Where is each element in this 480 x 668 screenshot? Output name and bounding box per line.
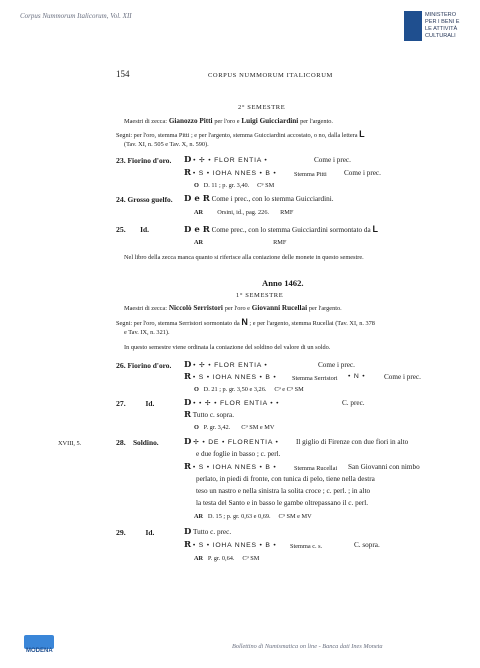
reverse-line: R • S • IOHA NNES • B •	[184, 372, 277, 382]
obverse-line: D • • ✢ • FLOR ENTIA • •	[184, 398, 280, 408]
logo-line: CULTURALI	[425, 33, 456, 39]
coin-entry-24: 24. Grosso guelfo.	[116, 195, 173, 204]
reverse-line: R • S • IOHA NNES • B •	[184, 462, 277, 472]
reverse-line: R Tutto c. sopra.	[184, 410, 235, 420]
reference-line: O D. 11 ; p. gr. 3,40. C⁹ SM	[194, 182, 275, 189]
modena-logo-icon	[24, 635, 54, 649]
reference-line: AR D. 15 ; p. gr. 0,63 e 0,69. C⁹ SM e MV	[194, 513, 312, 520]
mint-mark: • N •	[348, 373, 366, 380]
obverse-note: C. prec.	[342, 399, 365, 407]
obverse-line: D ✢ • DE • FLORENTIA •	[184, 437, 279, 447]
masters-line: Maestri di zecca: Gianozzo Pitti per l'oro e Luigi Guicciardini per l'argento.	[124, 117, 333, 125]
obverse-text: Il giglio di Firenze con due fiori in alto	[296, 438, 409, 446]
section-note: Nel libro della zecca manca quanto si riferisce alla coniazione delle monete in questo semestre.	[124, 254, 364, 261]
plate-reference: XVIII, 5.	[58, 440, 82, 447]
running-title: CORPUS NUMMORUM ITALICORUM	[208, 72, 333, 79]
reverse-line: R • S • IOHA NNES • B •	[184, 540, 277, 550]
year-heading: Anno 1462.	[262, 278, 304, 288]
ministry-emblem-icon	[404, 11, 422, 41]
reference-line: O P. gr. 3,42. C⁹ SM e MV	[194, 424, 275, 431]
reverse-line: R • S • IOHA NNES • B •	[184, 168, 277, 178]
coin-entry-26: 26. Fiorino d'oro.	[116, 361, 172, 370]
reverse-note: Come i prec.	[344, 169, 381, 177]
obverse-note: Come i prec.	[318, 361, 355, 369]
stemma-label: Stemma Pitti	[294, 171, 327, 178]
obverse-note: Come i prec.	[314, 156, 351, 164]
stemma-label: Stemma Serristori	[292, 375, 338, 382]
reverse-note: C. sopra.	[354, 541, 380, 549]
entry-text: D e R Come prec., con lo stemma Guicciardini sormontato da L	[184, 224, 378, 235]
segni-line-2: e Tav. IX, n. 321).	[124, 329, 170, 336]
semester-heading: 2° SEMESTRE	[238, 104, 286, 111]
reference-line: AR Orsini, id., pag. 226. RMF	[194, 209, 294, 216]
logo-line: PER I BENI E	[425, 19, 460, 25]
segni-line: Segni: per l'oro, stemma Serristori sormontato da N ; e per l'argento, stemma Rucellai (Tav. XI, n. 378	[116, 317, 375, 327]
obverse-line: D Tutto c. prec.	[184, 527, 232, 537]
entry-text: D e R Come i prec., con lo stemma Guicciardini.	[184, 194, 334, 204]
obverse-line: D • ✢ • FLOR ENTIA •	[184, 360, 268, 370]
reference-line: AR P. gr. 0,64. C⁹ SM	[194, 555, 260, 562]
coin-entry-28: 28. Soldino.	[116, 438, 159, 447]
obverse-line: D • ✢ • FLOR ENTIA •	[184, 155, 268, 165]
segni-line: Segni: per l'oro, stemma Pitti ; e per l'argento, stemma Guicciardini accostato, o no, dalla lettera L	[116, 129, 365, 139]
reverse-text: teso un nastro e nella sinistra la solita croce ; c. perl. ; in alto	[196, 487, 371, 495]
reverse-text: perlato, in piedi di fronte, con tunica di pelo, tiene nella destra	[196, 475, 375, 483]
masters-line: Maestri di zecca: Niccolò Serristori per l'oro e Giovanni Rucellai per l'argento.	[124, 304, 342, 312]
reference-line: AR RMF	[194, 239, 287, 246]
stemma-label: Stemma Rucellai	[294, 465, 338, 472]
reverse-text: la testa del Santo e in basso le gambe oltrepassano il c. perl.	[196, 499, 369, 507]
reverse-note: Come i prec.	[384, 373, 421, 381]
coin-entry-23-obverse: 23. Fiorino d'oro.	[116, 156, 172, 165]
reverse-text: San Giovanni con nimbo	[348, 463, 420, 471]
page-number: 154	[116, 69, 130, 79]
coin-entry-25: 25. Id.	[116, 225, 149, 234]
logo-line: LE ATTIVITÀ	[425, 26, 458, 32]
coin-entry-27: 27. Id.	[116, 399, 155, 408]
modena-logo: MODENA	[24, 635, 54, 657]
journal-header: Corpus Nummorum Italicorum, Vol. XII	[20, 12, 132, 20]
footer-caption: Bollettino di Numismatica on line - Banca dati Ines Moneta	[232, 643, 383, 650]
ministry-logo	[404, 11, 468, 41]
reference-line: O D. 21 ; p. gr. 3,50 e 3,26. C⁹ e C⁹ SM	[194, 386, 304, 393]
segni-line-2: (Tav. XI, n. 505 e Tav. X, n. 590).	[124, 141, 209, 148]
stemma-label: Stemma c. s.	[290, 543, 323, 550]
coin-entry-29: 29. Id.	[116, 528, 155, 537]
section-note: In questo semestre viene ordinata la coniazione del soldino del valore di un soldo.	[124, 344, 331, 351]
obverse-text: e due foglie in basso ; c. perl.	[196, 450, 281, 458]
semester-heading: 1° SEMESTRE	[236, 292, 284, 299]
logo-line: MINISTERO	[425, 12, 457, 18]
